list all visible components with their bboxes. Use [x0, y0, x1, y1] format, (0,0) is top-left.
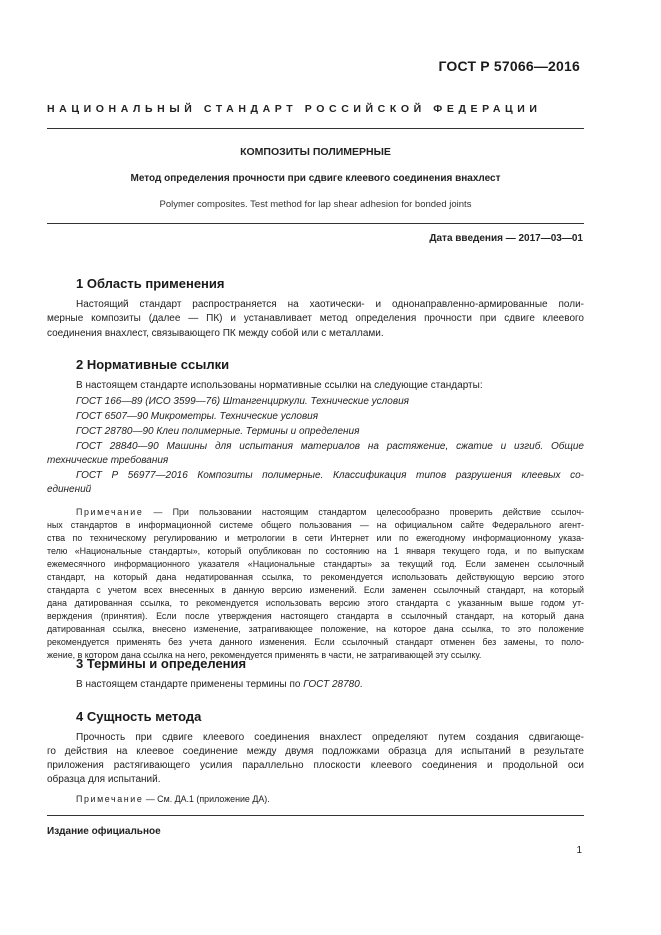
section-4-line: приложения растягивающего усилия параллельно плоскости клеевого соединения и продольной оси — [47, 760, 584, 771]
note-label: Примечание — [76, 794, 144, 804]
document-code: ГОСТ Р 57066—2016 — [438, 58, 580, 74]
note-line: верждения (принятия). Если после утверждения настоящего стандарта в ссылочный стандарт, на который дана — [47, 611, 584, 621]
title-divider-bottom — [47, 223, 584, 224]
standard-title: КОМПОЗИТЫ ПОЛИМЕРНЫЕ — [240, 146, 391, 158]
section-4-line: образца для испытаний. — [47, 774, 161, 785]
page-number: 1 — [576, 845, 582, 856]
english-title: Polymer composites. Test method for lap shear adhesion for bonded joints — [159, 199, 472, 210]
section-1-line: мерные композиты (далее — ПК) и устанавливает метод определения прочности при сдвиге клеевого — [47, 313, 584, 324]
section-4-note: Примечание — См. ДА.1 (приложение ДА). — [76, 794, 270, 804]
section-2-heading: 2 Нормативные ссылки — [76, 357, 230, 372]
official-edition-label: Издание официальное — [47, 826, 161, 837]
section-1-heading: 1 Область применения — [76, 276, 225, 291]
reference-item: технические требования — [47, 455, 169, 466]
note-line: датированная ссылка, внесено изменение, затрагивающее положение, на которое дана ссылка, то это положение — [47, 624, 584, 634]
standard-subtitle: Метод определения прочности при сдвиге клеевого соединения внахлест — [130, 173, 501, 184]
note-line: стандарт, на который дана недатированная ссылка, то рекомендуется использовать действующую версию этого — [47, 572, 584, 582]
introduction-date: Дата введения — 2017—03—01 — [429, 233, 583, 244]
note-line: рекомендуется применять без учета данного изменения. Если ссылочный стандарт отменен без замены, то поло- — [47, 637, 584, 647]
note-line: стандарта с учетом всех внесенных в данную версию изменений. Если заменен ссылочный стандарт, на который — [47, 585, 584, 595]
reference-item: ГОСТ 28780—90 Клеи полимерные. Термины и определения — [76, 426, 360, 437]
section-4-line: Прочность при сдвиге клеевого соединения внахлест определяют путем создания сдвигающе- — [76, 732, 584, 743]
note-label: Примечание — [76, 507, 144, 517]
reference-item: единений — [47, 484, 92, 495]
note-line: жение, в котором дана ссылка на него, рекомендуется применять в части, не затрагивающей эту ссылку. — [47, 650, 482, 660]
gost-reference-link: ГОСТ 28780 — [303, 679, 360, 690]
title-divider-top — [47, 128, 584, 129]
section-1-line: соединения внахлест, связывающего ПК между собой или с металлами. — [47, 328, 384, 339]
note-line: ства по техническому регулированию и метрологии в сети Интернет или по ежегодному информационному указа- — [47, 533, 584, 543]
section-2-intro: В настоящем стандарте использованы нормативные ссылки на следующие стандарты: — [76, 380, 483, 391]
note-line: телю «Национальные стандарты», который опубликован по состоянию на 1 января текущего года, и по выпускам — [47, 546, 584, 556]
national-standard-title: НАЦИОНАЛЬНЫЙ СТАНДАРТ РОССИЙСКОЙ ФЕДЕРАЦИИ — [47, 103, 542, 115]
reference-item: ГОСТ 28840—90 Машины для испытания материалов на растяжение, сжатие и изгиб. Общие — [76, 441, 584, 452]
reference-item: ГОСТ 166—89 (ИСО 3599—76) Штангенциркули. Технические условия — [76, 396, 409, 407]
section-3-text: В настоящем стандарте применены термины по ГОСТ 28780. — [76, 679, 363, 690]
note-line: Примечание — При пользовании настоящим стандартом целесообразно проверить действие ссылоч- — [76, 507, 584, 517]
section-3-heading: 3 Термины и определения — [76, 656, 247, 671]
section-4-heading: 4 Сущность метода — [76, 709, 202, 724]
reference-item: ГОСТ Р 56977—2016 Композиты полимерные. Классификация типов разрушения клеевых со- — [76, 470, 584, 481]
section-4-line: го действия на клеевое соединение между двумя подложками образца для испытаний в результате — [47, 746, 584, 757]
reference-item: ГОСТ 6507—90 Микрометры. Технические условия — [76, 411, 319, 422]
note-line: ных стандартов в информационной системе общего пользования — на официальном сайте Федерального агент- — [47, 520, 584, 530]
note-line: дана датированная ссылка, то рекомендуется использовать версию этого стандарта с указанным выше годом ут- — [47, 598, 584, 608]
note-line: ежемесячного информационного указателя «Национальные стандарты» за текущий год. Если заменен ссылочный — [47, 559, 584, 569]
footer-divider — [47, 815, 584, 816]
section-1-line: Настоящий стандарт распространяется на хаотически- и однонаправленно-армированные поли- — [76, 299, 584, 310]
